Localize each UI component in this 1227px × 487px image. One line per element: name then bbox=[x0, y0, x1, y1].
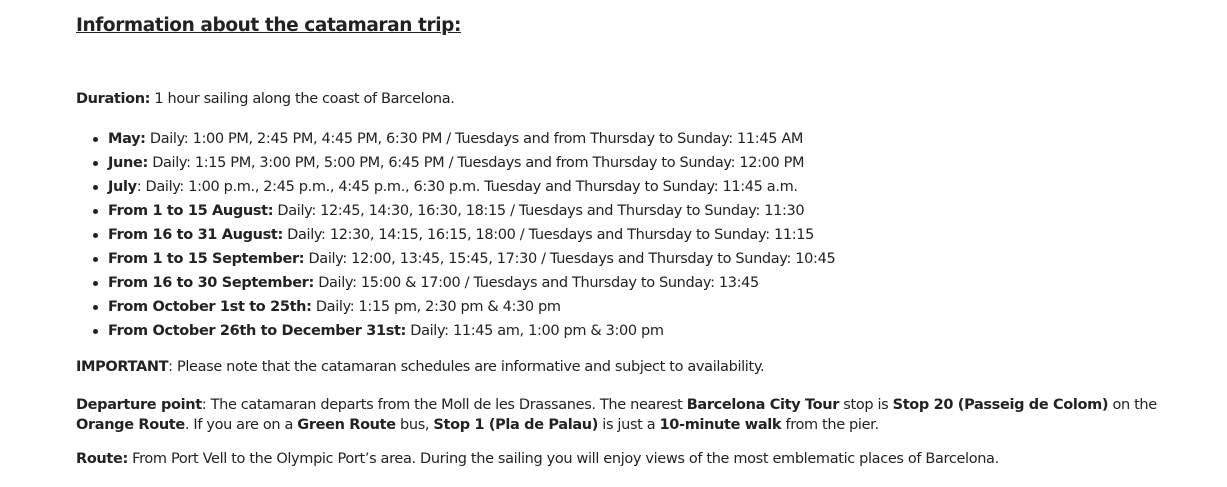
departure-text: : The catamaran departs from the Moll de les Drassanes. The nearest bbox=[201, 397, 687, 413]
departure-text: stop is bbox=[839, 397, 893, 413]
schedule-item-label: From 16 to 31 August: bbox=[108, 227, 283, 243]
departure-text: bus, bbox=[395, 417, 434, 433]
schedule-item-text: : Daily: 1:00 p.m., 2:45 p.m., 4:45 p.m., 6:30 p.m. Tuesday and Thursday to Sunday: 11:45 a.m. bbox=[136, 179, 798, 195]
departure-text: on the bbox=[1108, 397, 1157, 413]
schedule-item-text: Daily: 15:00 & 17:00 / Tuesdays and Thursday to Sunday: 13:45 bbox=[313, 275, 759, 291]
schedule-item-label: June: bbox=[108, 155, 148, 171]
schedule-item-label: From 16 to 30 September: bbox=[108, 275, 314, 291]
departure-text: . If you are on a bbox=[184, 417, 298, 433]
duration-label: Duration: bbox=[76, 91, 151, 107]
schedule-item-label: From 1 to 15 September: bbox=[108, 251, 305, 267]
schedule-item-july bbox=[108, 177, 835, 201]
departure-text: from the pier. bbox=[781, 417, 879, 433]
route-paragraph bbox=[76, 451, 999, 467]
schedule-item-text: Daily: 1:15 PM, 3:00 PM, 5:00 PM, 6:45 PM / Tuesdays and from Thursday to Sunday: 12:00 PM bbox=[147, 155, 805, 171]
schedule-item-august-2 bbox=[108, 225, 835, 249]
orange-route-name: Orange Route bbox=[76, 417, 185, 433]
schedule-item-october-december bbox=[108, 321, 835, 345]
walk-time: 10-minute walk bbox=[659, 417, 782, 433]
city-tour-name: Barcelona City Tour bbox=[686, 397, 840, 413]
departure-label: Departure point bbox=[76, 397, 202, 413]
route-label: Route: bbox=[76, 451, 128, 467]
section-heading: Information about the catamaran trip: bbox=[76, 15, 462, 36]
duration-paragraph bbox=[76, 91, 455, 107]
schedule-item-august-1 bbox=[108, 201, 835, 225]
stop-1-name: Stop 1 (Pla de Palau) bbox=[433, 417, 599, 433]
route-text: From Port Vell to the Olympic Port’s area. During the sailing you will enjoy views of the most emblematic places of Barcelona. bbox=[127, 451, 999, 467]
schedule-item-september-2 bbox=[108, 273, 835, 297]
schedule-item-september-1 bbox=[108, 249, 835, 273]
schedule-item-october bbox=[108, 297, 835, 321]
duration-text: 1 hour sailing along the coast of Barcelona. bbox=[150, 91, 455, 107]
important-note bbox=[76, 359, 764, 375]
schedule-item-label: From October 26th to December 31st: bbox=[108, 323, 407, 339]
schedule-item-text: Daily: 1:15 pm, 2:30 pm & 4:30 pm bbox=[311, 299, 561, 315]
stop-20-name: Stop 20 (Passeig de Colom) bbox=[892, 397, 1109, 413]
schedule-item-label: From 1 to 15 August: bbox=[108, 203, 274, 219]
departure-text: is just a bbox=[598, 417, 660, 433]
green-route-name: Green Route bbox=[297, 417, 396, 433]
important-text: : Please note that the catamaran schedules are informative and subject to availability. bbox=[168, 359, 765, 375]
schedule-item-label: May: bbox=[108, 131, 146, 147]
schedule-item-may bbox=[108, 129, 835, 153]
important-label: IMPORTANT bbox=[76, 359, 169, 375]
schedule-item-text: Daily: 11:45 am, 1:00 pm & 3:00 pm bbox=[406, 323, 664, 339]
schedule-item-label: July bbox=[108, 179, 137, 195]
schedule-item-text: Daily: 12:00, 13:45, 15:45, 17:30 / Tuesdays and Thursday to Sunday: 10:45 bbox=[304, 251, 836, 267]
schedule-item-june bbox=[108, 153, 835, 177]
schedule-item-text: Daily: 12:45, 14:30, 16:30, 18:15 / Tuesdays and Thursday to Sunday: 11:30 bbox=[273, 203, 805, 219]
departure-paragraph bbox=[76, 395, 1201, 435]
schedule-item-text: Daily: 12:30, 14:15, 16:15, 18:00 / Tuesdays and Thursday to Sunday: 11:15 bbox=[282, 227, 815, 243]
schedule-list bbox=[76, 129, 835, 345]
schedule-item-label: From October 1st to 25th: bbox=[108, 299, 312, 315]
schedule-item-text: Daily: 1:00 PM, 2:45 PM, 4:45 PM, 6:30 PM / Tuesdays and from Thursday to Sunday: 11:45 AM bbox=[145, 131, 804, 147]
